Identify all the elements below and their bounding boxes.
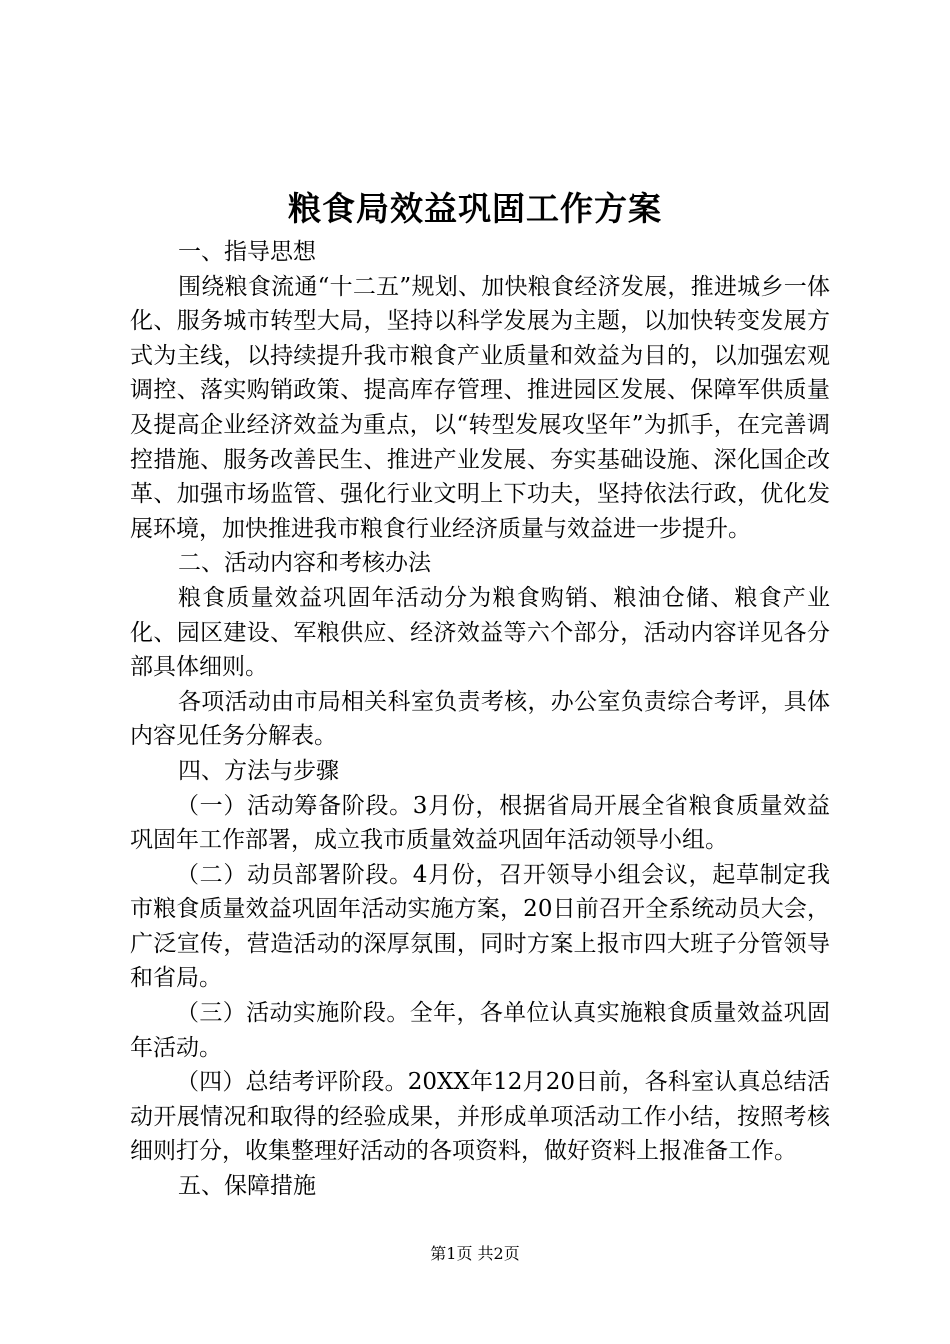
step-mobilization: （二）动员部署阶段。4月份，召开领导小组会议，起草制定我市粮食质量效益巩固年活动实施方案，20日前召开全系统动员大会，广泛宣传，营造活动的深厚氛围，同时方案上报市四大班子分管领导和省局。 (130, 861, 830, 992)
section-heading-methods-steps: 四、方法与步骤 (178, 757, 339, 784)
paragraph-guiding-thought: 围绕粮食流通“十二五”规划、加快粮食经济发展，推进城乡一体化、服务城市转型大局，坚持以科学发展为主题，以加快转变发展方式为主线，以持续提升我市粮食产业质量和效益为目的，以加强宏观调控、落实购销政策、提高库存管理、推进园区发展、保障军供质量及提高企业经济效益为重点，以“转型发展攻坚年”为抓手，在完善调控措施、服务改善民生、推进产业发展、夯实基础设施、深化国企改革、加强市场监管、强化行业文明上下功夫，坚持依法行政，优化发展环境，加快推进我市粮食行业经济质量与效益进一步提升。 (130, 273, 830, 542)
paragraph-activity-parts: 粮食质量效益巩固年活动分为粮食购销、粮油仓储、粮食产业化、园区建设、军粮供应、经济效益等六个部分，活动内容详见各分部具体细则。 (130, 584, 830, 681)
page-footer: 第1页 共2页 (430, 1244, 520, 1263)
step-implementation: （三）活动实施阶段。全年，各单位认真实施粮食质量效益巩固年活动。 (130, 1000, 830, 1061)
document-title: 粮食局效益巩固工作方案 (288, 189, 662, 228)
section-heading-activity-content: 二、活动内容和考核办法 (178, 550, 431, 577)
document-body (130, 235, 830, 1204)
section-heading-safeguards: 五、保障措施 (178, 1173, 316, 1200)
step-summary-evaluation: （四）总结考评阶段。20XX年12月20日前，各科室认真总结活动开展情况和取得的经验成果，并形成单项活动工作小结，按照考核细则打分，收集整理好活动的各项资料，做好资料上报准备工作。 (130, 1069, 830, 1165)
paragraph-assessment: 各项活动由市局相关科室负责考核，办公室负责综合考评，具体内容见任务分解表。 (130, 688, 830, 750)
section-heading-guiding-thought: 一、指导思想 (178, 239, 316, 265)
step-preparation: （一）活动筹备阶段。3月份，根据省局开展全省粮食质量效益巩固年工作部署，成立我市质量效益巩固年活动领导小组。 (130, 792, 830, 854)
